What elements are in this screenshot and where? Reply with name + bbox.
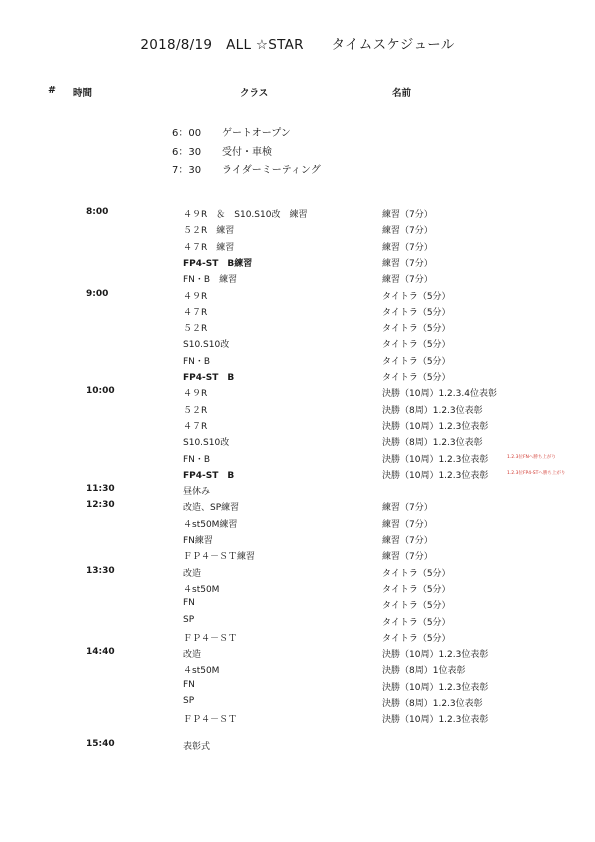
row-name: 決勝（10周）1.2.3位表彰	[382, 682, 489, 693]
row-class: 改造	[183, 568, 202, 579]
row-time: 10:00	[86, 386, 115, 397]
row-name: タイトラ（5分）	[382, 601, 451, 612]
header-time: 時間	[73, 88, 93, 99]
row-time: 13:30	[86, 565, 115, 576]
closing-row	[0, 739, 595, 755]
table-row	[0, 256, 595, 272]
row-class: FN	[183, 598, 195, 609]
row-name: タイトラ（5分）	[382, 584, 451, 595]
row-class: ４７R 練習	[183, 242, 235, 253]
row-class: FN練習	[183, 536, 213, 546]
table-row	[0, 500, 595, 516]
row-class: SP	[183, 614, 195, 625]
table-row	[0, 386, 595, 402]
table-row	[0, 207, 595, 223]
table-row	[0, 712, 595, 728]
table-row	[0, 419, 595, 435]
table-row	[0, 240, 595, 256]
row-name: 決勝（10周）1.2.3位表彰	[382, 421, 489, 432]
table-row	[0, 663, 595, 679]
row-class: FP4-ST B	[183, 373, 235, 383]
row-class: ＦＰ４－ＳＴ	[183, 715, 238, 726]
row-name: 練習（7分）	[382, 275, 433, 286]
row-class: FN・B 練習	[183, 275, 238, 286]
pre-schedule-time: 7：30	[172, 165, 202, 176]
row-name: 練習（7分）	[382, 258, 433, 269]
table-row	[0, 533, 595, 549]
pre-schedule-label: 受付・車検	[222, 147, 272, 158]
row-time: 14:40	[86, 647, 115, 658]
table-row	[0, 566, 595, 582]
row-name: 決勝（10周）1.2.3位表彰	[382, 470, 489, 481]
row-class: ４st50M練習	[183, 519, 238, 530]
row-time: 8:00	[86, 207, 109, 217]
row-class: ４７R	[183, 307, 208, 318]
table-row	[0, 647, 595, 663]
table-row	[0, 403, 595, 419]
table-row	[0, 305, 595, 321]
row-name: 決勝（10周）1.2.3位表彰	[382, 715, 489, 726]
table-row	[0, 582, 595, 598]
row-name: 練習（7分）	[382, 242, 433, 253]
row-name: 決勝（8周）1位表彰	[382, 666, 466, 677]
row-note: 1.2.3位FP4-STへ勝ち上がり	[507, 470, 566, 476]
row-name: 決勝（10周）1.2.3.4位表彰	[382, 389, 497, 400]
row-name: 練習（7分）	[382, 552, 433, 563]
pre-schedule-label: ゲートオープン	[222, 128, 291, 139]
table-row	[0, 615, 595, 631]
row-name: タイトラ（5分）	[382, 373, 451, 383]
table-row	[0, 680, 595, 696]
header-name: 名前	[392, 88, 412, 99]
closing-time: 15:40	[86, 739, 115, 749]
row-class: S10.S10改	[183, 340, 230, 351]
pre-schedule-item	[172, 161, 321, 176]
row-note: 1.2.3位FNへ勝ち上がり	[507, 454, 556, 460]
row-name: 決勝（8周）1.2.3位表彰	[382, 699, 483, 709]
table-row	[0, 484, 595, 500]
row-name: 決勝（8周）1.2.3位表彰	[382, 405, 483, 416]
page-title: 2018/8/19 ALL ☆STAR タイムスケジュール	[140, 37, 455, 53]
row-name: 練習（7分）	[382, 210, 433, 220]
pre-schedule-item	[172, 143, 272, 158]
row-name: 決勝（10周）1.2.3位表彰	[382, 650, 489, 661]
row-name: タイトラ（5分）	[382, 633, 451, 644]
table-row	[0, 549, 595, 565]
row-name: 練習（7分）	[382, 519, 433, 530]
row-name: タイトラ（5分）	[382, 356, 451, 367]
row-name: タイトラ（5分）	[382, 324, 451, 335]
row-class: ＦＰ４－ＳＴ練習	[183, 552, 256, 563]
table-row	[0, 337, 595, 353]
row-class: FN・B	[183, 454, 211, 465]
row-name: 練習（7分）	[382, 536, 433, 546]
closing-class: 表彰式	[183, 742, 211, 752]
row-class: FP4-ST B練習	[183, 258, 253, 269]
table-row	[0, 631, 595, 647]
row-name: タイトラ（5分）	[382, 291, 451, 302]
row-name: タイトラ（5分）	[382, 307, 451, 318]
row-name: 決勝（8周）1.2.3位表彰	[382, 438, 483, 449]
row-time: 11:30	[86, 484, 115, 495]
table-row	[0, 321, 595, 337]
table-row	[0, 223, 595, 239]
table-row	[0, 452, 595, 468]
row-class: ４９R	[183, 291, 208, 302]
row-class: 昼休み	[183, 487, 211, 498]
table-row	[0, 435, 595, 451]
row-class: ４７R	[183, 421, 208, 432]
row-class: FP4-ST B	[183, 470, 235, 481]
row-class: FN・B	[183, 356, 211, 367]
row-name: タイトラ（5分）	[382, 617, 451, 628]
row-time: 12:30	[86, 500, 115, 511]
row-class: ５２R	[183, 405, 208, 416]
row-class: SP	[183, 696, 195, 706]
table-row	[0, 289, 595, 305]
row-name: タイトラ（5分）	[382, 568, 451, 579]
pre-schedule-label: ライダーミーティング	[222, 165, 321, 176]
header-class: クラス	[240, 88, 269, 99]
pre-schedule-time: 6：30	[172, 147, 202, 158]
table-row	[0, 370, 595, 386]
row-class: ＦＰ４－ＳＴ	[183, 633, 238, 644]
row-name: 決勝（10周）1.2.3位表彰	[382, 454, 489, 465]
row-class: ４st50M	[183, 584, 220, 595]
table-row	[0, 354, 595, 370]
row-class: S10.S10改	[183, 438, 230, 449]
row-name: 練習（7分）	[382, 226, 433, 237]
row-class: ４st50M	[183, 666, 220, 677]
table-row	[0, 517, 595, 533]
pre-schedule-item	[172, 124, 291, 139]
header-number: #	[48, 85, 56, 96]
row-name: タイトラ（5分）	[382, 340, 451, 351]
row-class: 改造	[183, 650, 202, 661]
row-class: 改造、SP練習	[183, 503, 240, 514]
pre-schedule-time: 6：00	[172, 128, 202, 139]
row-name: 練習（7分）	[382, 503, 433, 514]
row-class: ５２R 練習	[183, 226, 235, 237]
table-row	[0, 696, 595, 712]
row-class: ４９R	[183, 389, 208, 400]
table-row	[0, 598, 595, 614]
row-class: FN	[183, 679, 195, 690]
table-row	[0, 272, 595, 288]
table-row	[0, 468, 595, 484]
row-class: ５２R	[183, 324, 208, 335]
row-class: ４９R ＆ S10.S10改 練習	[183, 210, 308, 220]
row-time: 9:00	[86, 288, 109, 299]
